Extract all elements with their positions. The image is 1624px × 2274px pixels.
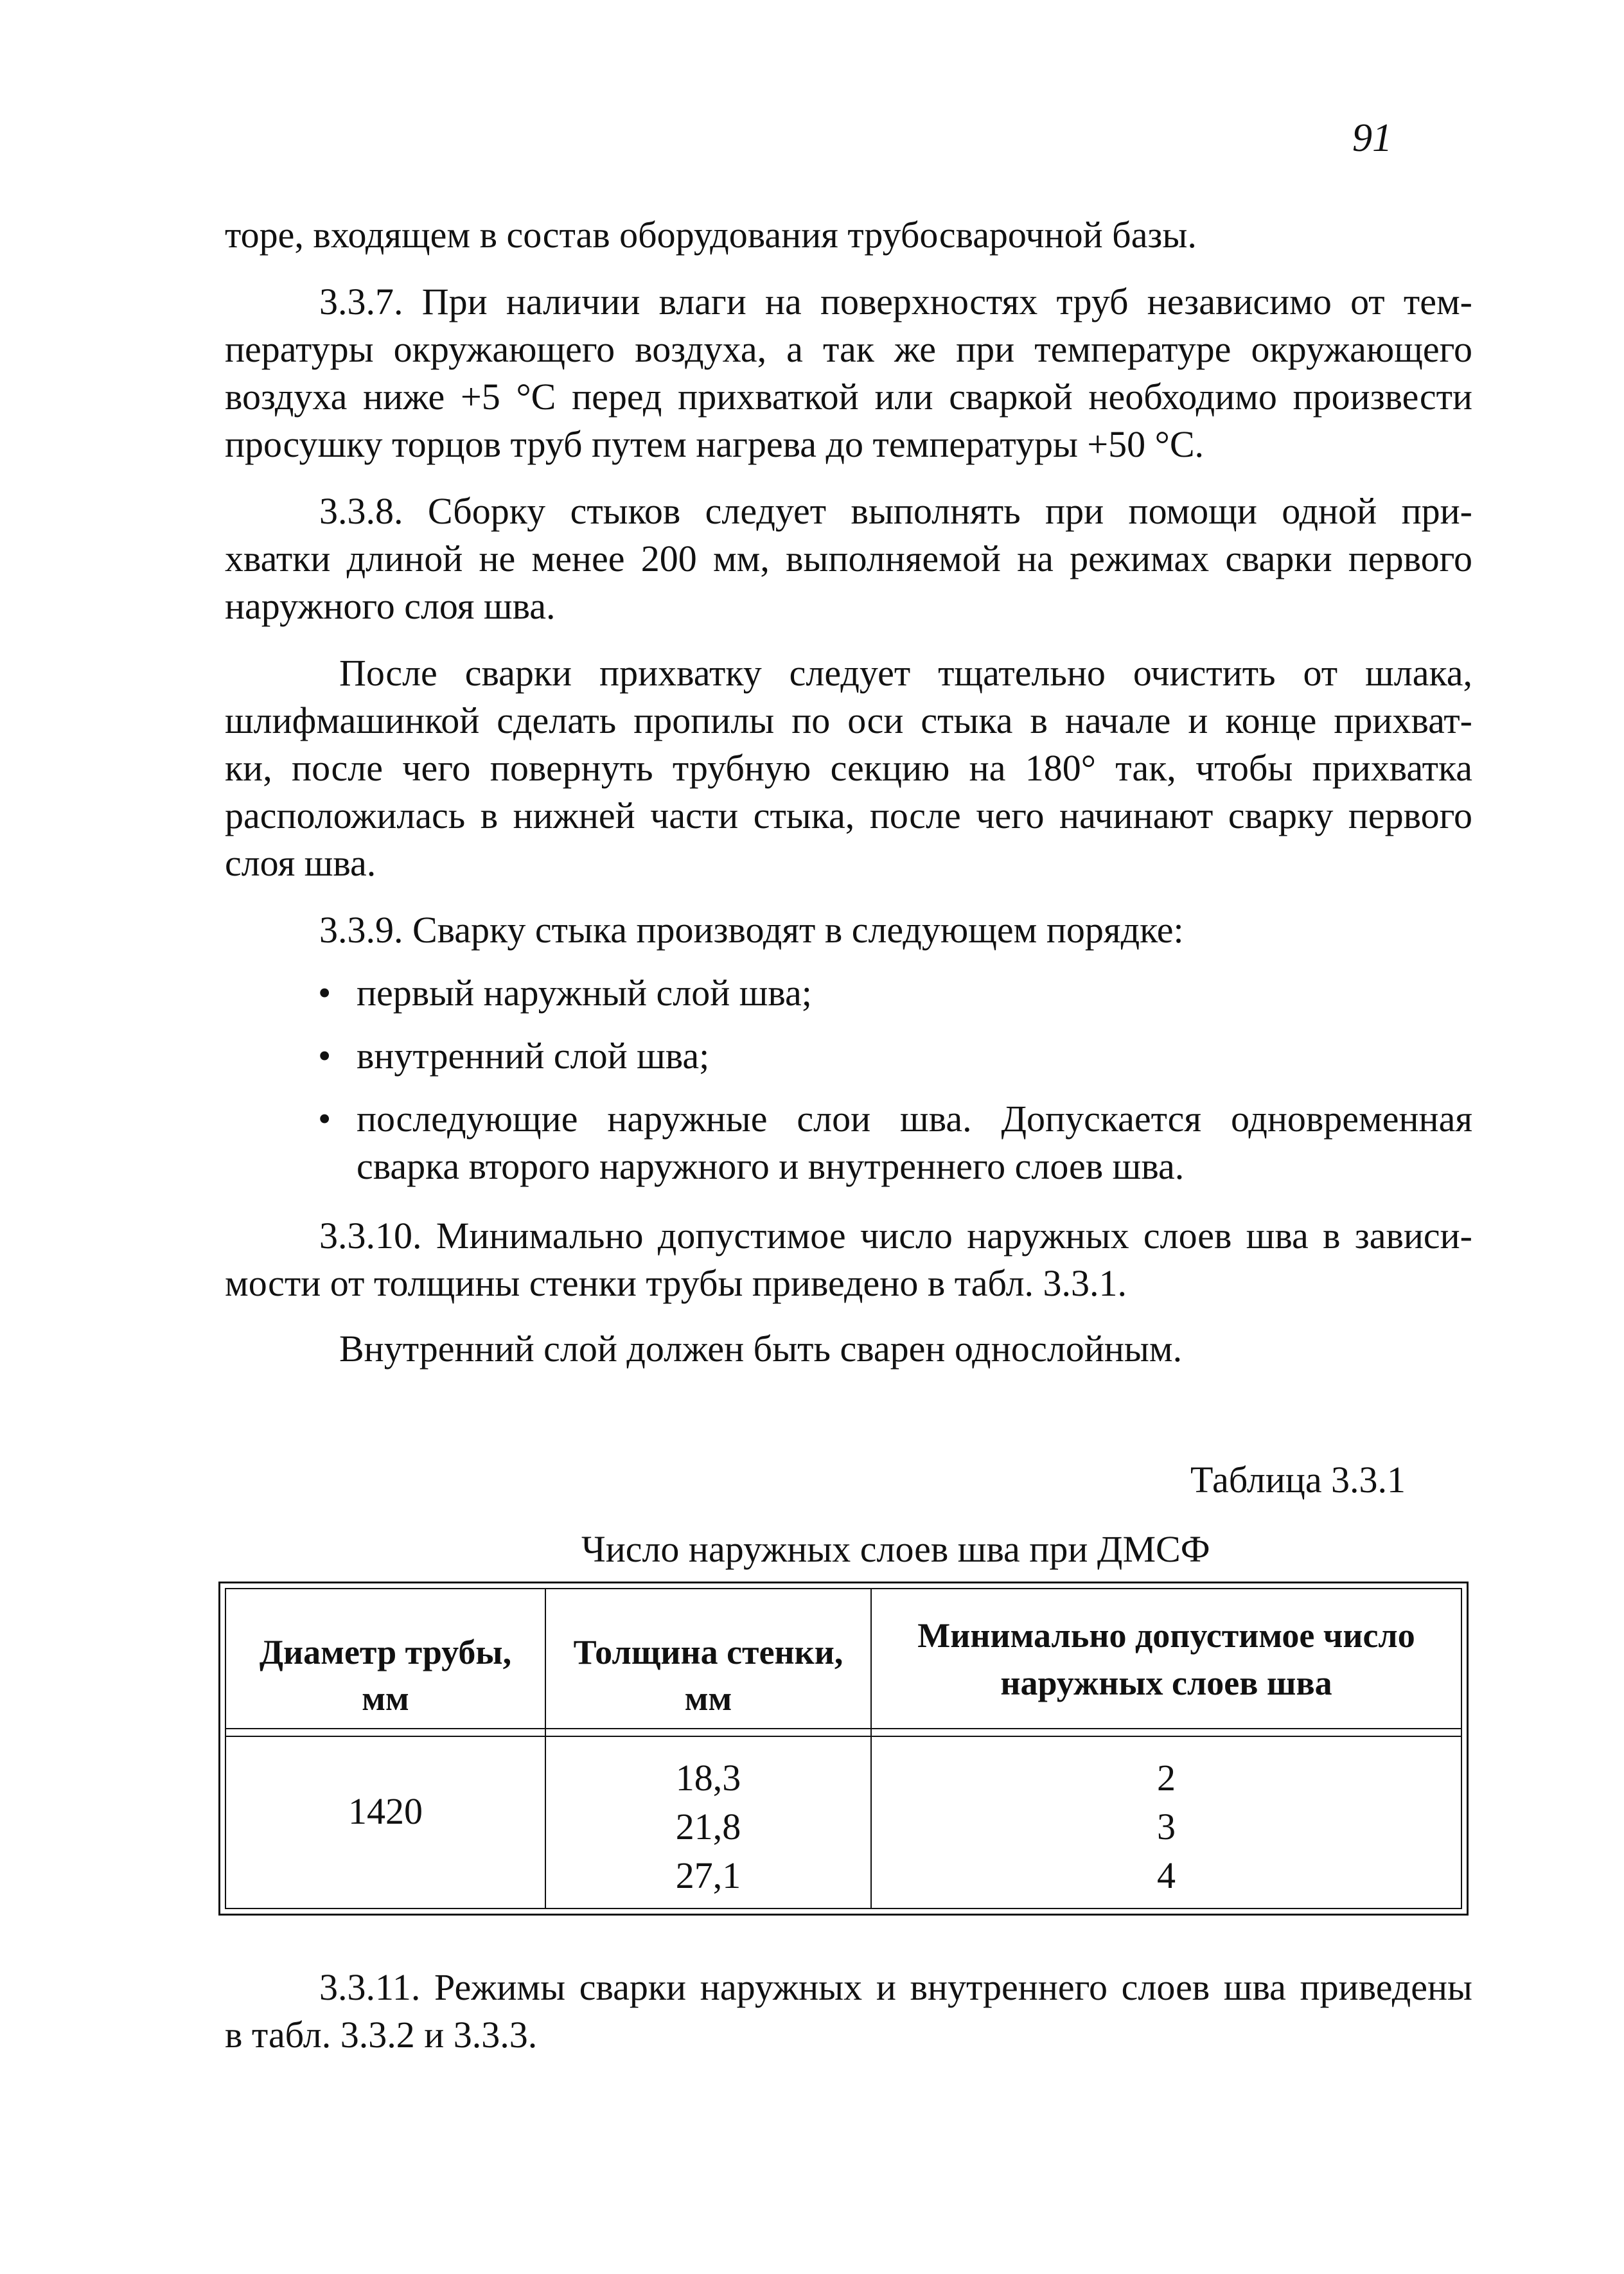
text-line: После сварки прихватку следует тщательно очистить от шлака, (339, 652, 1472, 694)
list-item: сварка второго наружного и внутреннего слоев шва. (357, 1145, 1185, 1187)
text-line: просушку торцов труб путем нагрева до температуры +50 °С. (225, 423, 1205, 465)
table-header-cell: мм (684, 1679, 732, 1718)
bullet-icon: • (318, 1035, 331, 1077)
table-header-cell: наружных слоев шва (1000, 1664, 1332, 1702)
text-line: ки, после чего повернуть трубную секцию на 180° так, чтобы прихватка (225, 747, 1472, 789)
list-item: последующие наружные слои шва. Допускается одновременная (357, 1098, 1472, 1140)
text-line: шлифмашинкой сделать пропилы по оси стыка в начале и конце прихват- (225, 700, 1472, 741)
table-cell-thickness: 27,1 (675, 1855, 741, 1896)
table-cell-diameter: 1420 (348, 1790, 423, 1832)
table-label: Таблица 3.3.1 (1190, 1459, 1406, 1501)
list-item: внутренний слой шва; (357, 1035, 710, 1077)
table-cell-layers: 4 (1157, 1855, 1176, 1896)
table-header-cell: Толщина стенки, (573, 1633, 843, 1671)
table-cell-layers: 3 (1157, 1806, 1176, 1847)
header-divider (225, 1736, 1462, 1737)
table-header-cell: Минимально допустимое число (917, 1616, 1415, 1655)
table-cell-layers: 2 (1157, 1757, 1176, 1799)
table-cell-thickness: 18,3 (675, 1757, 741, 1799)
text-line: 3.3.8. Сборку стыков следует выполнять при помощи одной при- (319, 490, 1472, 532)
text-line: в табл. 3.3.2 и 3.3.3. (225, 2014, 538, 2056)
text-line: хватки длиной не менее 200 мм, выполняемой на режимах сварки первого (225, 538, 1472, 579)
text-line: торе, входящем в состав оборудования трубосварочной базы. (225, 214, 1197, 256)
text-line: слоя шва. (225, 842, 376, 884)
bullet-icon: • (318, 1098, 331, 1140)
text-line: 3.3.10. Минимально допустимое число наружных слоев шва в зависи- (319, 1215, 1472, 1256)
list-item: первый наружный слой шва; (357, 972, 812, 1014)
text-line: 3.3.11. Режимы сварки наружных и внутреннего слоев шва приведены (319, 1966, 1472, 2008)
text-line: наружного слоя шва. (225, 585, 556, 627)
table-header-cell: Диаметр трубы, (259, 1633, 512, 1671)
table-title: Число наружных слоев шва при ДМСФ (581, 1528, 1210, 1570)
text-line: Внутренний слой должен быть сварен однослойным. (339, 1328, 1183, 1370)
text-line: расположилась в нижней части стыка, после чего начинают сварку первого (225, 795, 1472, 836)
table-cell-thickness: 21,8 (675, 1806, 741, 1847)
text-line: 3.3.7. При наличии влаги на поверхностях труб независимо от тем- (319, 281, 1472, 322)
text-line: 3.3.9. Сварку стыка производят в следующем порядке: (319, 909, 1184, 951)
text-line: воздуха ниже +5 °С перед прихваткой или сваркой необходимо произвести (225, 376, 1472, 418)
text-line: мости от толщины стенки трубы приведено в табл. 3.3.1. (225, 1262, 1127, 1304)
table-header-cell: мм (362, 1679, 409, 1718)
bullet-icon: • (318, 972, 331, 1014)
text-line: пературы окружающего воздуха, а так же при температуре окружающего (225, 328, 1472, 370)
page-number: 91 (1352, 116, 1392, 160)
header-divider (225, 1728, 1462, 1729)
